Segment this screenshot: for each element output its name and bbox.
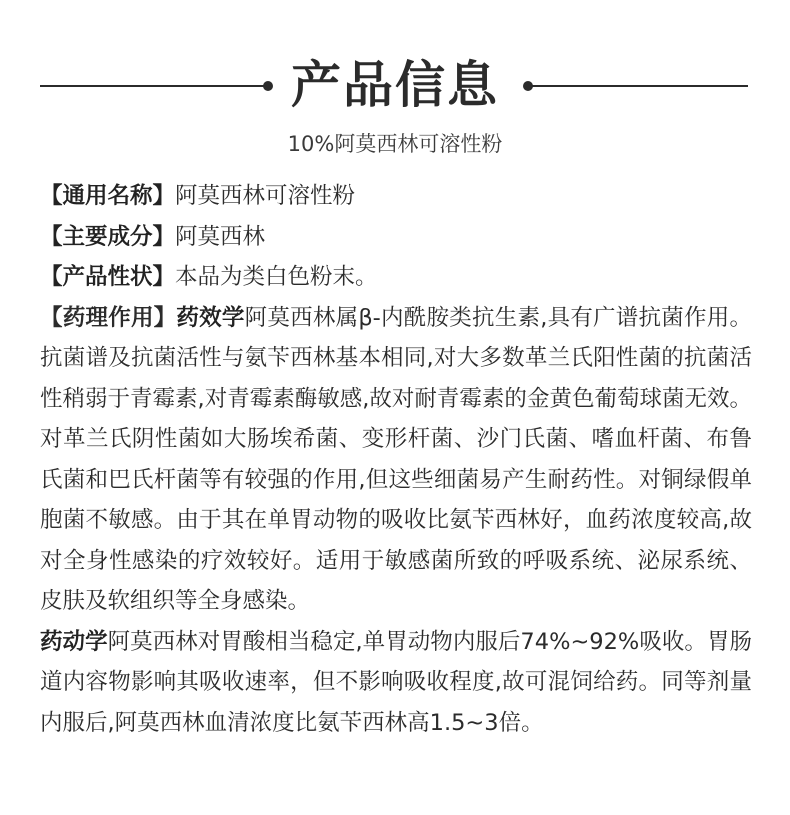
pharmacokinetics-text: 阿莫西林对胃酸相当稳定,单胃动物内服后74%~92%吸收。胃肠道内容物影响其吸收速率，但不影响吸收程度,故可混饲给药。同等剂量内服后,阿莫西林血清浓度比氨苄西林高1.5~3倍。	[40, 628, 752, 736]
pharmacodynamics-paragraph	[40, 298, 752, 622]
header-dot-left	[263, 81, 273, 91]
pharmacodynamics-label: 药效学	[176, 304, 245, 331]
main-ingredient-label: 【主要成分】	[40, 223, 176, 250]
section-header	[0, 48, 790, 122]
appearance-label: 【产品性状】	[40, 264, 176, 290]
appearance-row	[40, 257, 752, 298]
product-info-body	[40, 176, 752, 743]
header-rule-left	[40, 85, 268, 87]
pharmacodynamics-text: 阿莫西林属β-内酰胺类抗生素,具有广谱抗菌作用。抗菌谱及抗菌活性与氨苄西林基本相同,对大多数革兰氏阳性菌的抗菌活性稍弱于青霉素,对青霉素酶敏感,故对耐青霉素的金黄色葡萄球菌无效。对革兰氏阴性菌如大肠埃希菌、变形杆菌、沙门氏菌、嗜血杆菌、布鲁氏菌和巴氏杆菌等有较强的作用,但这些细菌易产生耐药性。对铜绿假单胞菌不敏感。由于其在单胃动物的吸收比氨苄西林好，血药浓度较高,故对全身性感染的疗效较好。适用于敏感菌所致的呼吸系统、泌尿系统、皮肤及软组织等全身感染。	[40, 304, 752, 614]
generic-name-value: 阿莫西林可溶性粉	[175, 183, 356, 209]
generic-name-row	[40, 176, 752, 217]
main-ingredient-row	[40, 217, 752, 258]
pharmacokinetics-paragraph	[40, 622, 752, 744]
header-rule-right	[528, 85, 748, 87]
pharmacokinetics-label: 药动学	[40, 628, 108, 655]
product-subtitle: 10%阿莫西林可溶性粉	[287, 132, 503, 156]
generic-name-label: 【通用名称】	[40, 183, 176, 209]
pharmacology-label: 【药理作用】	[40, 304, 177, 331]
page-title: 产品信息	[291, 56, 499, 114]
appearance-value: 本品为类白色粉末。	[175, 264, 378, 290]
main-ingredient-value: 阿莫西林	[175, 223, 266, 250]
